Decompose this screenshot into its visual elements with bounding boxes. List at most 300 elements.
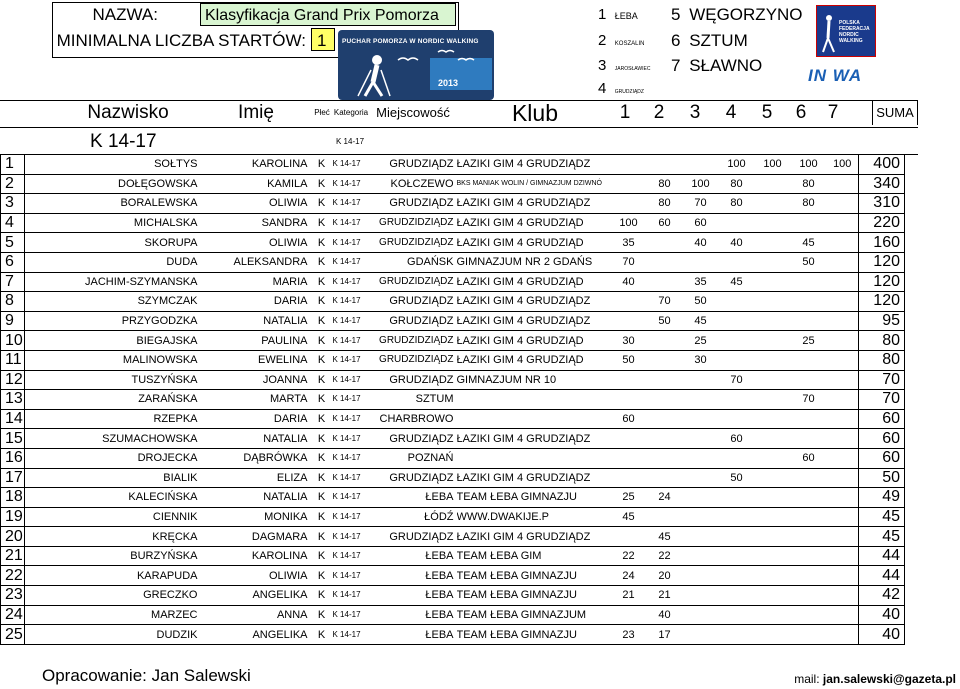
row-kategoria: K 14-17	[333, 252, 369, 272]
row-points-round-1: 22	[611, 546, 647, 566]
row-points-round-2	[647, 448, 683, 468]
row-points-round-6: 80	[791, 194, 827, 214]
row-suma: 60	[859, 409, 905, 429]
row-kategoria: K 14-17	[333, 625, 369, 645]
row-miejscowosc: GRUDZIDZIĄDZ	[369, 350, 457, 370]
row-plec: K	[311, 233, 333, 253]
table-row	[1, 272, 905, 292]
row-points-round-2	[647, 370, 683, 390]
row-nazwisko: PRZYGODZKA	[25, 311, 201, 331]
row-imie: NATALIA	[201, 488, 311, 508]
row-kategoria: K 14-17	[333, 586, 369, 606]
row-points-round-1	[611, 448, 647, 468]
row-points-round-3: 45	[683, 311, 719, 331]
row-klub: ŁAZIKI GIM 4 GRUDZIĄDZ	[457, 292, 611, 312]
row-nazwisko: KARAPUDA	[25, 566, 201, 586]
row-points-round-7	[827, 468, 859, 488]
row-points-round-2	[647, 507, 683, 527]
row-lp: 3	[1, 194, 25, 214]
row-points-round-3	[683, 252, 719, 272]
row-miejscowosc: ŁEBA	[369, 625, 457, 645]
row-miejscowosc: GRUDZIDZIĄDZ	[369, 233, 457, 253]
row-points-round-3	[683, 409, 719, 429]
row-suma: 120	[859, 292, 905, 312]
row-points-round-5	[755, 605, 791, 625]
row-points-round-6	[791, 625, 827, 645]
town-7	[671, 56, 762, 76]
row-lp: 19	[1, 507, 25, 527]
row-points-round-5	[755, 448, 791, 468]
row-miejscowosc: KOŁCZEWO	[369, 174, 457, 194]
row-lp: 18	[1, 488, 25, 508]
row-points-round-5	[755, 213, 791, 233]
row-points-round-4	[719, 252, 755, 272]
table-row	[1, 390, 905, 410]
town-name: ŁEBA	[614, 11, 638, 21]
row-plec: K	[311, 468, 333, 488]
row-nazwisko: KALECIŃSKA	[25, 488, 201, 508]
row-points-round-6: 60	[791, 448, 827, 468]
row-imie: OLIWIA	[201, 194, 311, 214]
row-miejscowosc: GDAŃSK	[369, 252, 457, 272]
table-row	[1, 194, 905, 214]
row-miejscowosc: ŁEBA	[369, 546, 457, 566]
row-klub: ŁAZIKI GIM 4 GRUDZIĄDZ	[457, 311, 611, 331]
results-table	[0, 155, 905, 645]
row-plec: K	[311, 272, 333, 292]
row-points-round-1	[611, 370, 647, 390]
row-points-round-5	[755, 409, 791, 429]
table-row	[1, 566, 905, 586]
row-points-round-1	[611, 155, 647, 174]
row-points-round-6	[791, 527, 827, 547]
row-points-round-3	[683, 566, 719, 586]
row-lp: 5	[1, 233, 25, 253]
row-nazwisko: BURZYŃSKA	[25, 546, 201, 566]
row-suma: 220	[859, 213, 905, 233]
row-kategoria: K 14-17	[333, 155, 369, 174]
row-imie: ANNA	[201, 605, 311, 625]
row-points-round-3	[683, 625, 719, 645]
row-points-round-1: 40	[611, 272, 647, 292]
row-points-round-5	[755, 350, 791, 370]
row-points-round-6	[791, 350, 827, 370]
row-points-round-3	[683, 527, 719, 547]
row-points-round-1: 100	[611, 213, 647, 233]
row-kategoria: K 14-17	[333, 566, 369, 586]
row-points-round-6	[791, 409, 827, 429]
row-points-round-6	[791, 566, 827, 586]
row-points-round-7	[827, 625, 859, 645]
town-5	[671, 5, 803, 25]
row-lp: 12	[1, 370, 25, 390]
town-1	[598, 6, 668, 24]
row-points-round-7	[827, 448, 859, 468]
row-points-round-5	[755, 252, 791, 272]
row-kategoria: K 14-17	[333, 429, 369, 449]
row-points-round-1: 50	[611, 350, 647, 370]
row-miejscowosc: GRUDZIĄDZ	[369, 155, 457, 174]
row-lp: 10	[1, 331, 25, 351]
row-points-round-4	[719, 409, 755, 429]
row-points-round-1: 35	[611, 233, 647, 253]
row-plec: K	[311, 566, 333, 586]
walker-icon	[819, 8, 841, 58]
row-points-round-5	[755, 566, 791, 586]
town-name: SŁAWNO	[689, 56, 763, 75]
town-6	[671, 31, 748, 51]
row-points-round-4: 70	[719, 370, 755, 390]
row-miejscowosc: POZNAŃ	[369, 448, 457, 468]
row-points-round-1	[611, 527, 647, 547]
row-suma: 95	[859, 311, 905, 331]
row-lp: 22	[1, 566, 25, 586]
row-imie: ANGELIKA	[201, 586, 311, 606]
row-nazwisko: SOŁTYS	[25, 155, 201, 174]
row-nazwisko: DROJECKA	[25, 448, 201, 468]
table-row	[1, 507, 905, 527]
row-points-round-2	[647, 390, 683, 410]
row-points-round-4	[719, 507, 755, 527]
row-points-round-4: 100	[719, 155, 755, 174]
row-points-round-4	[719, 605, 755, 625]
row-klub: GIMNAZJUM NR 2 GDAŃS	[457, 252, 611, 272]
row-points-round-5	[755, 272, 791, 292]
row-nazwisko: RZEPKA	[25, 409, 201, 429]
row-points-round-6: 25	[791, 331, 827, 351]
row-plec: K	[311, 331, 333, 351]
col-kategoria: Kategoria	[333, 108, 369, 117]
row-points-round-3: 35	[683, 272, 719, 292]
row-plec: K	[311, 409, 333, 429]
row-suma: 40	[859, 625, 905, 645]
row-points-round-4: 40	[719, 233, 755, 253]
row-imie: MARTA	[201, 390, 311, 410]
row-points-round-2	[647, 272, 683, 292]
table-row	[1, 429, 905, 449]
table-row	[1, 409, 905, 429]
category-title: K 14-17	[90, 131, 157, 152]
row-points-round-6	[791, 311, 827, 331]
row-lp: 2	[1, 174, 25, 194]
row-nazwisko: TUSZYŃSKA	[25, 370, 201, 390]
row-plec: K	[311, 292, 333, 312]
row-points-round-5	[755, 527, 791, 547]
town-num: 3	[598, 57, 607, 74]
row-points-round-5	[755, 311, 791, 331]
row-nazwisko: BIEGAJSKA	[25, 331, 201, 351]
row-points-round-6	[791, 292, 827, 312]
row-klub: TEAM ŁEBA GIMNAZJU	[457, 566, 611, 586]
row-suma: 80	[859, 350, 905, 370]
row-nazwisko: DOŁĘGOWSKA	[25, 174, 201, 194]
row-kategoria: K 14-17	[333, 507, 369, 527]
row-miejscowosc: GRUDZIDZIĄDZ	[369, 272, 457, 292]
row-lp: 7	[1, 272, 25, 292]
row-klub: ŁAZIKI GIM 4 GRUDZIĄD	[457, 272, 611, 292]
row-points-round-3	[683, 429, 719, 449]
row-lp: 25	[1, 625, 25, 645]
col-plec: Płeć	[314, 108, 330, 117]
row-points-round-4	[719, 625, 755, 645]
row-points-round-1: 21	[611, 586, 647, 606]
row-points-round-6	[791, 605, 827, 625]
row-nazwisko: SKORUPA	[25, 233, 201, 253]
row-points-round-6	[791, 507, 827, 527]
row-miejscowosc: GRUDZIĄDZ	[369, 429, 457, 449]
puchar-logo	[338, 30, 494, 100]
town-num: 2	[598, 32, 607, 49]
row-suma: 80	[859, 331, 905, 351]
row-kategoria: K 14-17	[333, 448, 369, 468]
nordic-walker-icon	[338, 30, 494, 100]
row-points-round-2	[647, 409, 683, 429]
row-points-round-6: 100	[791, 155, 827, 174]
row-points-round-3	[683, 488, 719, 508]
row-miejscowosc: ŁEBA	[369, 586, 457, 606]
row-imie: OLIWIA	[201, 233, 311, 253]
row-points-round-4: 50	[719, 468, 755, 488]
row-kategoria: K 14-17	[333, 272, 369, 292]
row-points-round-1	[611, 468, 647, 488]
row-imie: NATALIA	[201, 311, 311, 331]
table-row	[1, 252, 905, 272]
row-klub: TEAM ŁEBA GIMNAZJU	[457, 488, 611, 508]
row-imie: DARIA	[201, 292, 311, 312]
row-points-round-5	[755, 468, 791, 488]
row-kategoria: K 14-17	[333, 233, 369, 253]
row-lp: 23	[1, 586, 25, 606]
row-points-round-2: 80	[647, 194, 683, 214]
row-suma: 120	[859, 272, 905, 292]
row-points-round-7	[827, 390, 859, 410]
col-round-7: 7	[827, 102, 839, 123]
row-points-round-3: 25	[683, 331, 719, 351]
row-suma: 45	[859, 527, 905, 547]
row-kategoria: K 14-17	[333, 488, 369, 508]
row-kategoria: K 14-17	[333, 527, 369, 547]
row-points-round-6	[791, 370, 827, 390]
row-points-round-4	[719, 566, 755, 586]
row-klub: GIMNAZJUM NR 10	[457, 370, 611, 390]
row-miejscowosc: GRUDZIĄDZ	[369, 468, 457, 488]
row-klub: ŁAZIKI GIM 4 GRUDZIĄDZ	[457, 468, 611, 488]
row-kategoria: K 14-17	[333, 605, 369, 625]
row-klub	[457, 409, 611, 429]
row-nazwisko: CIENNIK	[25, 507, 201, 527]
row-points-round-6	[791, 546, 827, 566]
row-imie: OLIWIA	[201, 566, 311, 586]
row-klub: ŁAZIKI GIM 4 GRUDZIĄDZ	[457, 429, 611, 449]
row-points-round-7	[827, 233, 859, 253]
row-imie: KAROLINA	[201, 546, 311, 566]
table-row	[1, 350, 905, 370]
puchar-logo-text: PUCHAR POMORZA W NORDIC WALKING	[342, 38, 479, 45]
row-nazwisko: BORALEWSKA	[25, 194, 201, 214]
row-nazwisko: KRĘCKA	[25, 527, 201, 547]
row-imie: KAROLINA	[201, 155, 311, 174]
row-points-round-2: 80	[647, 174, 683, 194]
row-points-round-3: 100	[683, 174, 719, 194]
row-points-round-5	[755, 292, 791, 312]
row-kategoria: K 14-17	[333, 311, 369, 331]
row-klub: WWW.DWAKIJE.P	[457, 507, 611, 527]
town-name: WĘGORZYNO	[689, 5, 803, 24]
row-points-round-2: 45	[647, 527, 683, 547]
row-plec: K	[311, 625, 333, 645]
row-imie: ALEKSANDRA	[201, 252, 311, 272]
row-suma: 49	[859, 488, 905, 508]
row-klub: TEAM ŁEBA GIMNAZJU	[457, 625, 611, 645]
town-2	[598, 32, 668, 50]
row-points-round-7	[827, 507, 859, 527]
row-suma: 310	[859, 194, 905, 214]
col-round-3: 3	[689, 102, 701, 123]
row-lp: 6	[1, 252, 25, 272]
town-name: SZTUM	[689, 31, 748, 50]
row-kategoria: K 14-17	[333, 468, 369, 488]
row-points-round-7	[827, 311, 859, 331]
table-row	[1, 331, 905, 351]
col-round-6: 6	[795, 102, 807, 123]
row-points-round-6	[791, 468, 827, 488]
row-points-round-5	[755, 370, 791, 390]
row-klub: ŁAZIKI GIM 4 GRUDZIĄD	[457, 331, 611, 351]
town-num: 1	[598, 6, 607, 23]
col-round-1: 1	[619, 102, 631, 123]
row-points-round-3	[683, 586, 719, 606]
row-points-round-4	[719, 586, 755, 606]
row-points-round-7	[827, 429, 859, 449]
row-nazwisko: DUDZIK	[25, 625, 201, 645]
row-points-round-7	[827, 370, 859, 390]
table-row	[1, 546, 905, 566]
row-kategoria: K 14-17	[333, 292, 369, 312]
table-row	[1, 233, 905, 253]
row-nazwisko: DUDA	[25, 252, 201, 272]
row-miejscowosc: ŁEBA	[369, 605, 457, 625]
footer-author	[42, 666, 251, 686]
row-lp: 4	[1, 213, 25, 233]
row-lp: 24	[1, 605, 25, 625]
town-3	[598, 57, 668, 75]
row-klub: TEAM ŁEBA GIM	[457, 546, 611, 566]
row-plec: K	[311, 488, 333, 508]
row-points-round-4	[719, 488, 755, 508]
table-row	[1, 174, 905, 194]
row-klub	[457, 390, 611, 410]
town-num: 4	[598, 80, 607, 97]
row-points-round-4: 60	[719, 429, 755, 449]
nazwa-value: Klasyfikacja Grand Prix Pomorza	[200, 3, 456, 26]
nazwa-label: NAZWA:	[92, 5, 158, 24]
col-round-2: 2	[653, 102, 665, 123]
row-points-round-6	[791, 586, 827, 606]
row-miejscowosc: SZTUM	[369, 390, 457, 410]
row-nazwisko: SZYMCZAK	[25, 292, 201, 312]
row-klub: ŁAZIKI GIM 4 GRUDZIĄDZ	[457, 194, 611, 214]
table-row	[1, 625, 905, 645]
town-4	[598, 80, 668, 98]
min-starts-label: MINIMALNA LICZBA STARTÓW:	[56, 31, 306, 50]
table-row	[1, 155, 905, 174]
row-points-round-4	[719, 527, 755, 547]
row-points-round-6	[791, 213, 827, 233]
row-points-round-5	[755, 488, 791, 508]
row-points-round-2: 40	[647, 605, 683, 625]
row-points-round-3	[683, 155, 719, 174]
row-miejscowosc: CHARBROWO	[369, 409, 457, 429]
table-row	[1, 468, 905, 488]
row-plec: K	[311, 213, 333, 233]
row-miejscowosc: GRUDZIDZIĄDZ	[369, 331, 457, 351]
row-points-round-5	[755, 507, 791, 527]
table-row	[1, 488, 905, 508]
federacja-logo	[816, 5, 876, 57]
row-points-round-1: 45	[611, 507, 647, 527]
footer-mail-value: jan.salewski@gazeta.pl	[822, 672, 956, 686]
row-points-round-6	[791, 488, 827, 508]
row-suma: 400	[859, 155, 905, 174]
row-klub: ŁAZIKI GIM 4 GRUDZIĄD	[457, 213, 611, 233]
row-miejscowosc: GRUDZIĄDZ	[369, 311, 457, 331]
row-points-round-2	[647, 429, 683, 449]
row-points-round-1	[611, 390, 647, 410]
table-row	[1, 605, 905, 625]
row-plec: K	[311, 311, 333, 331]
row-nazwisko: JACHIM-SZYMANSKA	[25, 272, 201, 292]
row-miejscowosc: ŁEBA	[369, 488, 457, 508]
row-imie: MONIKA	[201, 507, 311, 527]
row-points-round-2	[647, 331, 683, 351]
row-points-round-5	[755, 194, 791, 214]
row-points-round-5	[755, 331, 791, 351]
row-suma: 50	[859, 468, 905, 488]
row-klub: TEAM ŁEBA GIMNAZJUM	[457, 605, 611, 625]
row-plec: K	[311, 429, 333, 449]
row-points-round-7	[827, 546, 859, 566]
row-imie: DĄBRÓWKA	[201, 448, 311, 468]
row-points-round-1	[611, 429, 647, 449]
row-suma: 44	[859, 566, 905, 586]
town-num: 5	[671, 5, 681, 24]
row-suma: 340	[859, 174, 905, 194]
row-points-round-1	[611, 194, 647, 214]
row-points-round-3: 70	[683, 194, 719, 214]
row-points-round-1: 60	[611, 409, 647, 429]
row-suma: 40	[859, 605, 905, 625]
row-imie: MARIA	[201, 272, 311, 292]
row-lp: 1	[1, 155, 25, 174]
row-nazwisko: MALINOWSKA	[25, 350, 201, 370]
row-points-round-7	[827, 194, 859, 214]
row-points-round-2: 24	[647, 488, 683, 508]
row-plec: K	[311, 605, 333, 625]
row-points-round-1: 25	[611, 488, 647, 508]
row-klub	[457, 448, 611, 468]
town-name: JAROSŁAWIEC	[614, 66, 651, 72]
row-points-round-7	[827, 213, 859, 233]
row-plec: K	[311, 390, 333, 410]
row-imie: DARIA	[201, 409, 311, 429]
row-imie: SANDRA	[201, 213, 311, 233]
row-nazwisko: MICHALSKA	[25, 213, 201, 233]
row-nazwisko: GRECZKO	[25, 586, 201, 606]
row-suma: 42	[859, 586, 905, 606]
row-points-round-5	[755, 429, 791, 449]
row-imie: PAULINA	[201, 331, 311, 351]
row-lp: 8	[1, 292, 25, 312]
